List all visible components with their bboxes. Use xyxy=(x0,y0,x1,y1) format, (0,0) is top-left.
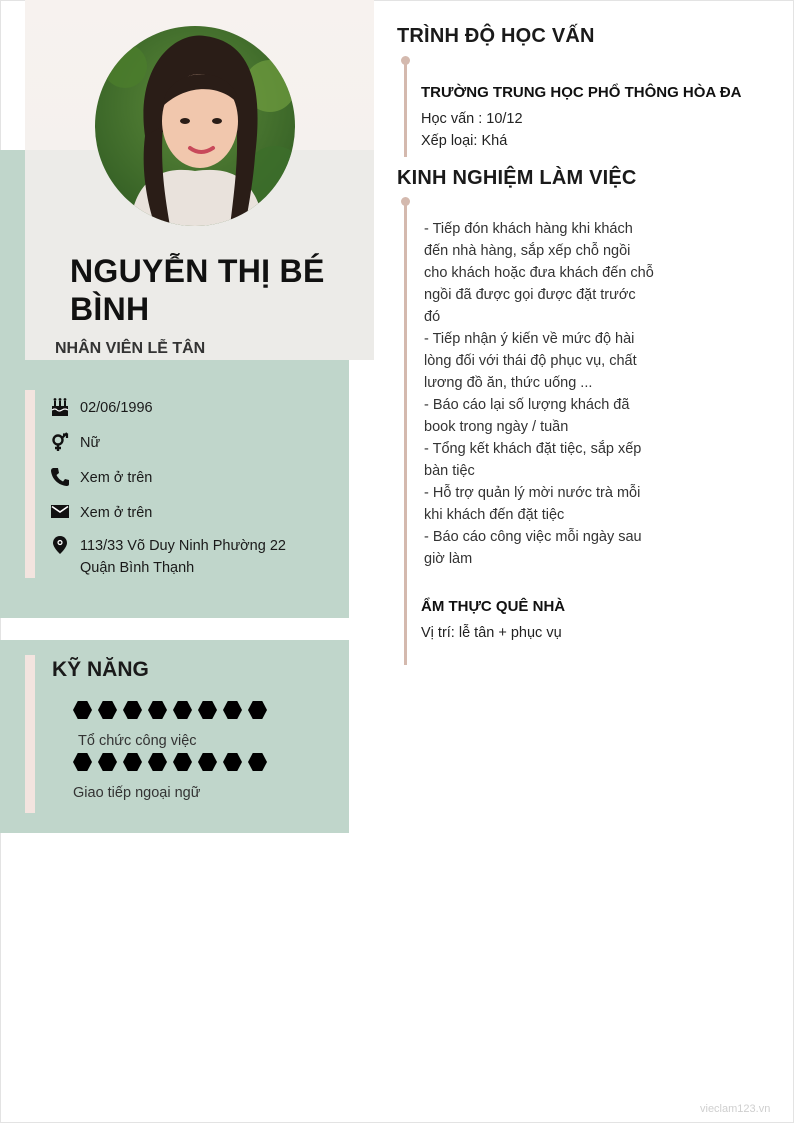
candidate-name: NGUYỄN THỊ BÉ BÌNH xyxy=(70,253,325,327)
skills-title: KỸ NĂNG xyxy=(52,658,149,681)
education-title: TRÌNH ĐỘ HỌC VẤN xyxy=(397,25,595,47)
position: Vị trí: lễ tân + phục vụ xyxy=(421,625,562,641)
rating-dot xyxy=(223,701,242,719)
skill-name-2: Giao tiếp ngoại ngữ xyxy=(73,785,201,801)
watermark: vieclam123.vn xyxy=(700,1103,771,1115)
experience-line: - Tổng kết khách đặt tiệc, sắp xếp bàn tiệc xyxy=(424,441,642,479)
location-pin-icon xyxy=(50,535,70,555)
experience-description xyxy=(424,218,654,570)
rating-dot xyxy=(148,753,167,771)
gender-row xyxy=(50,432,320,454)
skill-name-1: Tổ chức công việc xyxy=(78,733,197,749)
birthday-row xyxy=(50,397,320,419)
rating-dot xyxy=(98,701,117,719)
address-row xyxy=(50,535,320,579)
rating-dot xyxy=(98,753,117,771)
avatar xyxy=(95,26,295,226)
phone-value: Xem ở trên xyxy=(80,470,153,486)
education-grade: Xếp loại: Khá xyxy=(421,133,508,149)
mail-icon xyxy=(50,502,70,522)
rating-dot xyxy=(148,701,167,719)
contact-side-bar xyxy=(25,390,35,578)
phone-row xyxy=(50,467,320,489)
job-title: NHÂN VIÊN LỄ TÂN xyxy=(55,340,206,357)
phone-icon xyxy=(50,467,70,487)
rating-dot xyxy=(123,701,142,719)
rating-dot xyxy=(198,753,217,771)
rating-dot xyxy=(173,701,192,719)
rating-dot xyxy=(223,753,242,771)
experience-line: - Hỗ trợ quản lý mời nước trà mỗi khi khách đến đặt tiệc xyxy=(424,485,641,523)
education-timeline-dot xyxy=(401,56,410,65)
rating-dot xyxy=(248,753,267,771)
experience-line: - Tiếp nhận ý kiến về mức độ hài lòng đối với thái độ phục vụ, chất lương đồ ăn, thức uống ... xyxy=(424,331,637,391)
school-name: TRƯỜNG TRUNG HỌC PHỔ THÔNG HÒA ĐA xyxy=(421,84,742,101)
experience-title: KINH NGHIỆM LÀM VIỆC xyxy=(397,167,637,189)
rating-dot xyxy=(173,753,192,771)
person-photo-icon xyxy=(95,26,295,226)
education-timeline xyxy=(404,60,407,157)
rating-dot xyxy=(123,753,142,771)
rating-dot xyxy=(248,701,267,719)
birthday-value: 02/06/1996 xyxy=(80,400,153,416)
gender-value: Nữ xyxy=(80,435,101,451)
skill-rating-2 xyxy=(73,753,267,771)
education-level: Học vấn : 10/12 xyxy=(421,111,523,127)
experience-timeline-dot xyxy=(401,197,410,206)
address-value: 113/33 Võ Duy Ninh Phường 22 Quận Bình Thạnh xyxy=(80,538,286,576)
rating-dot xyxy=(73,701,92,719)
email-value: Xem ở trên xyxy=(80,505,153,521)
experience-line: - Tiếp đón khách hàng khi khách đến nhà hàng, sắp xếp chỗ ngồi cho khách hoặc đưa khách đến chỗ ngồi đã được gọi được đặt trước đó xyxy=(424,221,654,325)
rating-dot xyxy=(73,753,92,771)
experience-timeline xyxy=(404,201,407,665)
email-row xyxy=(50,502,320,524)
experience-line: - Báo cáo lại số lượng khách đã book trong ngày / tuần xyxy=(424,397,630,435)
skills-side-bar xyxy=(25,655,35,813)
skill-rating-1 xyxy=(73,701,267,719)
gender-icon xyxy=(50,432,70,452)
cake-icon xyxy=(50,397,70,417)
experience-line: - Báo cáo công việc mỗi ngày sau giờ làm xyxy=(424,529,642,567)
company-name: ẨM THỰC QUÊ NHÀ xyxy=(421,598,566,615)
rating-dot xyxy=(198,701,217,719)
